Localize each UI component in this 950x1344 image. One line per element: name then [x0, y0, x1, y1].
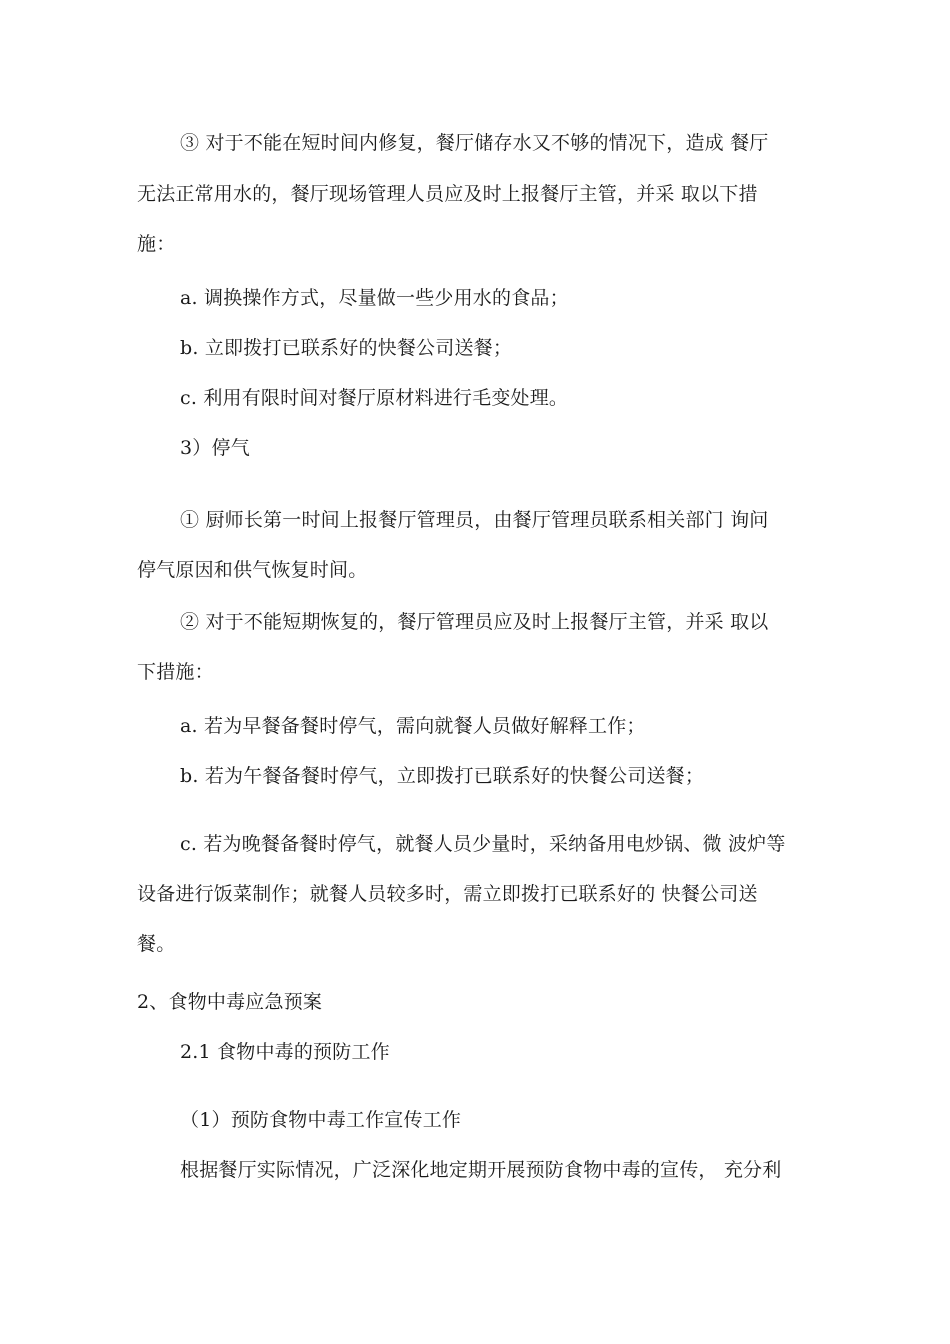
- paragraph-line: ② 对于不能短期恢复的，餐厅管理员应及时上报餐厅主管，并采 取以: [180, 611, 769, 633]
- paragraph-line: ③ 对于不能在短时间内修复，餐厅储存水又不够的情况下，造成 餐厅: [180, 132, 769, 154]
- paragraph-line: 停气原因和供气恢复时间。: [137, 559, 368, 581]
- paragraph-line: ① 厨师长第一时间上报餐厅管理员，由餐厅管理员联系相关部门 询问: [180, 509, 769, 531]
- paragraph-line: 下措施：: [137, 661, 214, 683]
- list-item: b. 立即拨打已联系好的快餐公司送餐；: [180, 337, 513, 359]
- list-item: c. 利用有限时间对餐厅原材料进行毛变处理。: [180, 387, 569, 409]
- paragraph-line: 根据餐厅实际情况，广泛深化地定期开展预防食物中毒的宣传， 充分利: [180, 1159, 782, 1181]
- paragraph-line: 设备进行饭菜制作；就餐人员较多时，需立即拨打已联系好的 快餐公司送: [137, 883, 758, 905]
- list-item: b. 若为午餐备餐时停气，立即拨打已联系好的快餐公司送餐；: [180, 765, 705, 787]
- section-heading: 3）停气: [180, 437, 250, 459]
- subsection-heading: 2.1 食物中毒的预防工作: [180, 1041, 390, 1063]
- subsection-heading: （1）预防食物中毒工作宣传工作: [180, 1109, 462, 1131]
- paragraph-line: 无法正常用水的，餐厅现场管理人员应及时上报餐厅主管，并采 取以下措: [137, 183, 758, 205]
- list-item: c. 若为晚餐备餐时停气，就餐人员少量时，采纳备用电炒锅、微 波炉等: [180, 833, 786, 855]
- paragraph-line: 施：: [137, 233, 176, 255]
- section-heading: 2、食物中毒应急预案: [137, 991, 323, 1013]
- list-item: a. 若为早餐备餐时停气，需向就餐人员做好解释工作；: [180, 715, 646, 737]
- paragraph-line: 餐。: [137, 933, 176, 955]
- list-item: a. 调换操作方式，尽量做一些少用水的食品；: [180, 287, 569, 309]
